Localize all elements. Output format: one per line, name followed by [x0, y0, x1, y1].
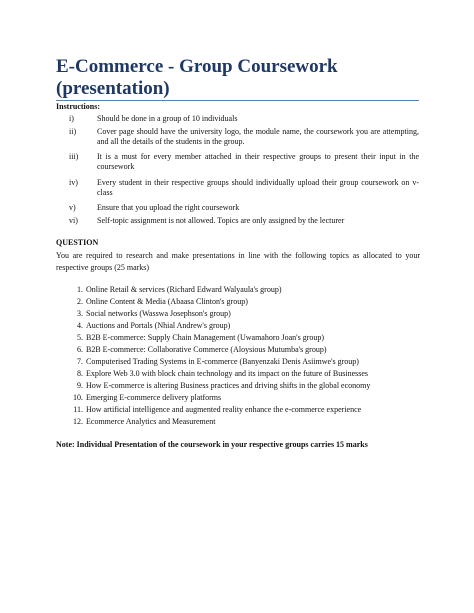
topic-number: 7.	[77, 357, 83, 366]
topic-text: B2B E-commerce: Supply Chain Management (Uwamahoro Joan's group)	[86, 333, 325, 342]
question-heading: QUESTION	[56, 238, 99, 247]
topic-number: 6.	[77, 345, 83, 354]
topic-text: Social networks (Wasswa Josephson's group)	[86, 309, 231, 318]
question-text: You are required to research and make presentations in line with the following topics as allocated to your respective groups (25 marks)	[56, 251, 420, 272]
instruction-number: ii)	[69, 127, 77, 136]
topic-number: 2.	[77, 297, 83, 306]
topic-text: Online Retail & services (Richard Edward Walyaula's group)	[86, 285, 282, 294]
instruction-number: iv)	[69, 178, 78, 187]
instruction-text: Every student in their respective groups should individually upload their group coursework on v-class	[97, 178, 419, 198]
topic-number: 12.	[73, 417, 83, 426]
instruction-number: v)	[69, 203, 76, 212]
instruction-text: It is a must for every member attached in their respective groups to present their input in the coursework	[97, 152, 419, 172]
title-underline	[56, 100, 419, 101]
topic-number: 3.	[77, 309, 83, 318]
topic-text: Auctions and Portals (Nhial Andrew's group)	[86, 321, 231, 330]
topic-text: Online Content & Media (Abaasa Clinton's group)	[86, 297, 248, 306]
instruction-text: Ensure that you upload the right coursework	[97, 203, 240, 212]
instruction-text: Should be done in a group of 10 individuals	[97, 114, 238, 123]
document-title: E-Commerce - Group Coursework (presentation)	[56, 56, 338, 99]
topic-text: B2B E-commerce: Collaborative Commerce (Aloysious Mutumba's group)	[86, 345, 327, 354]
topic-number: 1.	[77, 285, 83, 294]
instruction-number: vi)	[69, 216, 78, 225]
marks-note: Note: Individual Presentation of the coursework in your respective groups carries 15 marks	[56, 440, 368, 449]
topic-number: 11.	[73, 405, 83, 414]
instructions-heading: Instructions:	[56, 102, 101, 111]
instruction-text: Self-topic assignment is not allowed. Topics are only assigned by the lecturer	[97, 216, 345, 225]
topic-number: 8.	[77, 369, 83, 378]
topic-number: 10.	[73, 393, 83, 402]
topic-number: 4.	[77, 321, 83, 330]
topic-text: How artificial intelligence and augmented reality enhance the e-commerce experience	[86, 405, 362, 414]
topic-number: 9.	[77, 381, 83, 390]
instruction-number: i)	[69, 114, 74, 123]
topic-text: Computerised Trading Systems in E-commerce (Banyenzaki Denis Asiimwe's group)	[86, 357, 359, 366]
topic-number: 5.	[77, 333, 83, 342]
topic-text: Ecommerce Analytics and Measurement	[86, 417, 216, 426]
topic-text: Explore Web 3.0 with block chain technology and its impact on the future of Businesses	[86, 369, 369, 378]
instruction-number: iii)	[69, 152, 79, 161]
topic-text: How E-commerce is altering Business practices and driving shifts in the global economy	[86, 381, 371, 390]
topic-text: Emerging E-commerce delivery platforms	[86, 393, 222, 402]
instruction-text: Cover page should have the university logo, the module name, the coursework you are attempting, and all the details of the students in the group.	[97, 127, 419, 147]
